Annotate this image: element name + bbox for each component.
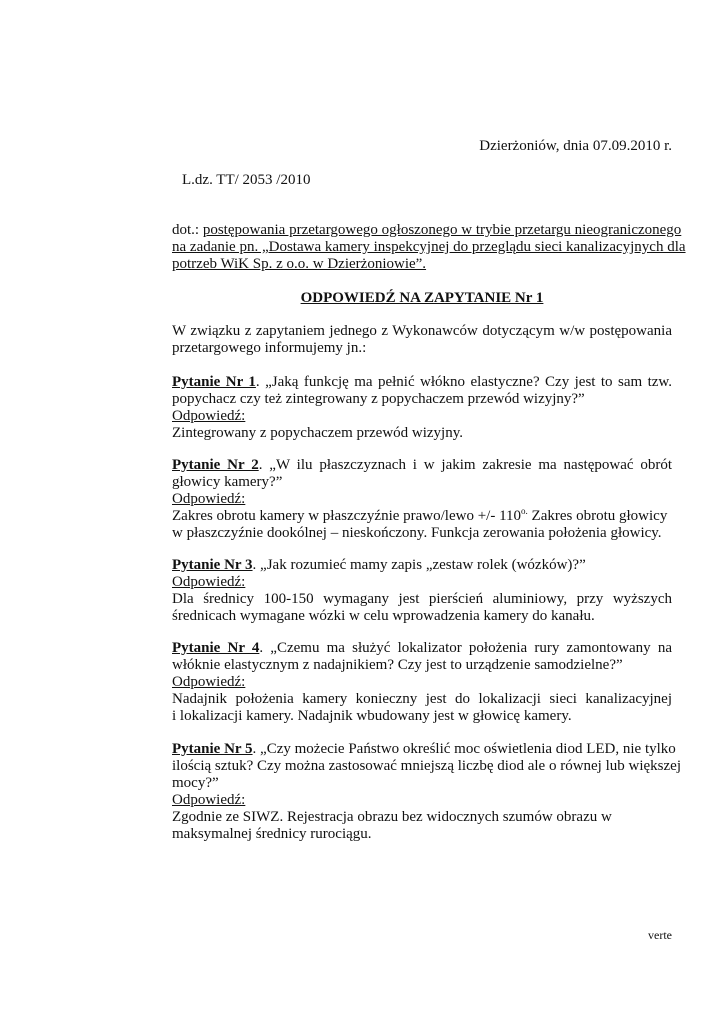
question-label: Pytanie Nr 5 [172,741,253,757]
question-label: Pytanie Nr 1 [172,374,256,390]
answer-label: Odpowiedź: [172,408,246,424]
answer-label: Odpowiedź: [172,674,246,690]
subject-line-1: postępowania przetargowego ogłoszonego w trybie przetargu nieograniczonego [202,222,682,238]
answer-text: Zgodnie ze SIWZ. Rejestracja obrazu bez widocznych szumów obrazu w [172,809,612,825]
answer-text: Nadajnik położenia kamery konieczny jest do lokalizacji sieci kanalizacyjnej [172,691,672,707]
question-text: . „Czy możecie Państwo określić moc oświetlenia diod LED, nie tylko [252,741,676,757]
question-4 [172,640,672,725]
answer-text: Dla średnicy 100-150 wymagany jest pierścień aluminiowy, przy wyższych [172,591,672,607]
answer-label: Odpowiedź: [172,491,246,507]
answer-text: średnicach wymagane wózki w celu wprowadzenia kamery do kanału. [172,608,595,624]
subject-prefix: dot.: [172,222,200,238]
verte-note: verte [648,928,672,942]
answer-text: maksymalnej średnicy rurociągu. [172,826,372,842]
place-date: Dzierżoniów, dnia 07.09.2010 r. [479,138,672,154]
intro-line-2: przetargowego informujemy jn.: [172,340,367,356]
subject-line-2: na zadanie pn. „Dostawa kamery inspekcyjnej do przeglądu sieci kanalizacyjnych dla [172,239,686,255]
question-5 [172,741,681,843]
question-1 [172,374,672,442]
answer-text: Zakres obrotu głowicy [527,508,668,524]
question-text: . „Jaką funkcję ma pełnić włókno elastyczne? Czy jest to sam tzw. [255,374,673,390]
degree-superscript: o. [521,506,528,516]
question-3 [172,557,672,625]
question-text: popychacz czy też zintegrowany z popychaczem przewód wizyjny?” [172,391,585,407]
question-text: . „W ilu płaszczyznach i w jakim zakresie ma następować obrót [258,457,672,473]
answer-label: Odpowiedź: [172,792,246,808]
subject-block [172,222,686,273]
subject-line-3: potrzeb WiK Sp. z o.o. w Dzierżoniowie”. [172,256,427,272]
question-text: głowicy kamery?” [172,474,283,490]
answer-text: Zakres obrotu kamery w płaszczyźnie prawo/lewo +/- 110 [172,508,522,524]
answer-text: i lokalizacji kamery. Nadajnik wbudowany jest w głowicę kamery. [172,708,572,724]
question-text: włóknie elastycznym z nadajnikiem? Czy jest to urządzenie samodzielne?” [172,657,623,673]
question-text: . „Jak rozumieć mamy zapis „zestaw rolek (wózków)?” [252,557,586,573]
question-text: ilością sztuk? Czy można zastosować mniejszą liczbę diod ale o równej lub większej [172,758,681,774]
question-2 [172,457,672,542]
answer-text: w płaszczyźnie dookólnej – nieskończony. Funkcja zerowania położenia głowicy. [172,525,662,541]
intro-line-1: W związku z zapytaniem jednego z Wykonawców dotyczącym w/w postępowania [172,323,672,339]
answer-text: Zintegrowany z popychaczem przewód wizyjny. [172,425,463,441]
question-text: . „Czemu ma służyć lokalizator położenia rury zamontowany na [259,640,673,656]
reference-number: L.dz. TT/ 2053 /2010 [182,172,311,188]
question-label: Pytanie Nr 4 [172,640,260,656]
answer-label: Odpowiedź: [172,574,246,590]
question-text: mocy?” [172,775,219,791]
document-title: ODPOWIEDŹ NA ZAPYTANIE Nr 1 [300,290,544,306]
question-label: Pytanie Nr 2 [172,457,259,473]
question-label: Pytanie Nr 3 [172,557,253,573]
intro-paragraph [172,323,672,357]
